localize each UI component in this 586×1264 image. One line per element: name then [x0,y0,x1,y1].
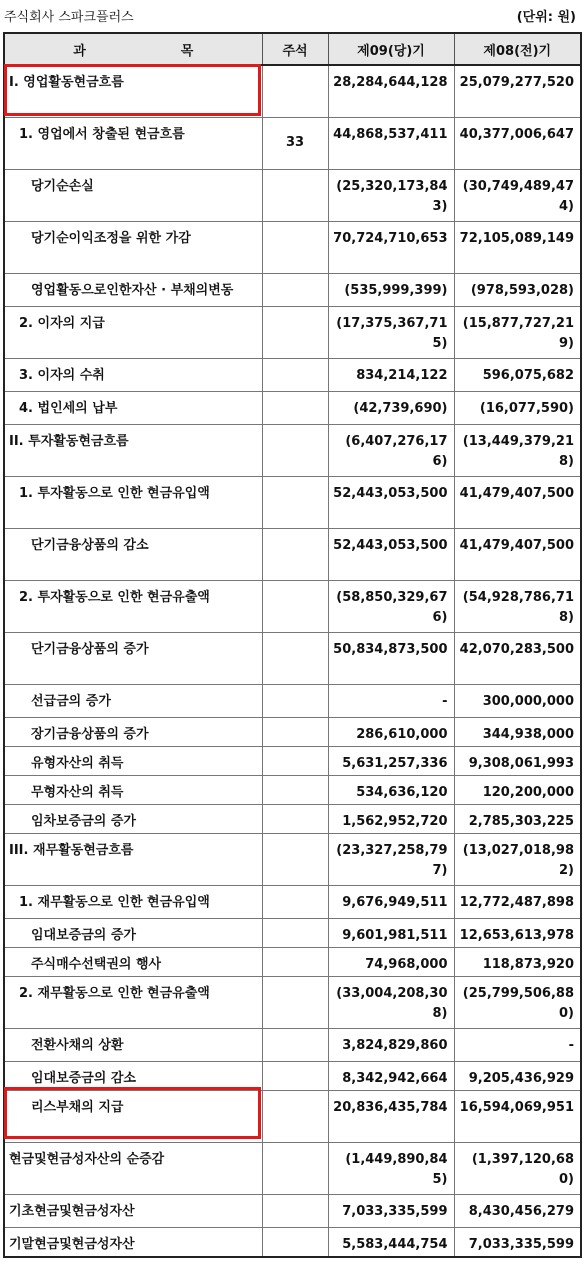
table-row [4,684,581,717]
row-note [262,775,328,804]
table-row [4,306,581,358]
row-label: 임대보증금의 증가 [4,918,262,947]
row-current-amount: (25,320,173,843) [328,169,454,221]
statement-header [0,0,586,32]
row-prior-amount: (30,749,489,474) [454,169,581,221]
row-current-amount: (33,004,208,308) [328,976,454,1028]
row-current-amount: (42,739,690) [328,391,454,424]
row-note [262,306,328,358]
table-row [4,976,581,1028]
row-label: 장기금융상품의 증가 [4,717,262,746]
table-row [4,424,581,476]
row-prior-amount: 120,200,000 [454,775,581,804]
row-note [262,1194,328,1227]
row-prior-amount: 118,873,920 [454,947,581,976]
table-row [4,476,581,528]
row-label: 기초현금및현금성자산 [4,1194,262,1227]
row-note [262,632,328,684]
column-header-item-right: 목 [180,43,194,59]
row-label: 당기순이익조정을 위한 가감 [4,221,262,273]
row-current-amount: 52,443,053,500 [328,476,454,528]
row-label: I. 영업활동현금흐름 [4,65,262,117]
row-prior-amount: (13,449,379,218) [454,424,581,476]
column-header-item-left: 과 [73,43,86,59]
row-current-amount: (535,999,399) [328,273,454,306]
row-label: 1. 영업에서 창출된 현금흐름 [4,117,262,169]
row-current-amount: 52,443,053,500 [328,528,454,580]
row-label: 2. 투자활동으로 인한 현금유출액 [4,580,262,632]
row-prior-amount: (13,027,018,982) [454,833,581,885]
row-label: 1. 재무활동으로 인한 현금유입액 [4,885,262,918]
table-row [4,580,581,632]
row-prior-amount: 16,594,069,951 [454,1090,581,1142]
row-label: 2. 재무활동으로 인한 현금유출액 [4,976,262,1028]
row-label: 전환사채의 상환 [4,1028,262,1061]
table-header-row [4,33,581,65]
row-current-amount: 70,724,710,653 [328,221,454,273]
row-note [262,424,328,476]
row-note [262,221,328,273]
row-label: 1. 투자활동으로 인한 현금유입액 [4,476,262,528]
table-row [4,169,581,221]
row-label: III. 재무활동현금흐름 [4,833,262,885]
row-note [262,65,328,117]
row-current-amount: (6,407,276,176) [328,424,454,476]
row-note [262,1061,328,1090]
row-prior-amount: 40,377,006,647 [454,117,581,169]
row-note [262,358,328,391]
row-label: 2. 이자의 지급 [4,306,262,358]
row-prior-amount: (54,928,786,718) [454,580,581,632]
row-note [262,804,328,833]
column-header-current: 제09(당)기 [328,33,454,65]
row-note [262,885,328,918]
row-note: 33 [262,117,328,169]
row-prior-amount: 12,653,613,978 [454,918,581,947]
row-note [262,391,328,424]
row-prior-amount: 344,938,000 [454,717,581,746]
table-row [4,273,581,306]
row-current-amount: 74,968,000 [328,947,454,976]
row-prior-amount: 8,430,456,279 [454,1194,581,1227]
row-current-amount: 1,562,952,720 [328,804,454,833]
row-prior-amount: 596,075,682 [454,358,581,391]
company-name: 주식회사 스파크플러스 [4,10,134,25]
row-prior-amount: 12,772,487,898 [454,885,581,918]
row-prior-amount: (25,799,506,880) [454,976,581,1028]
row-current-amount: (1,449,890,845) [328,1142,454,1194]
row-label: 현금및현금성자산의 순증감 [4,1142,262,1194]
row-current-amount: 7,033,335,599 [328,1194,454,1227]
row-note [262,918,328,947]
table-row [4,358,581,391]
table-row [4,117,581,169]
row-current-amount: 9,676,949,511 [328,885,454,918]
row-note [262,476,328,528]
row-current-amount: 3,824,829,860 [328,1028,454,1061]
table-row [4,775,581,804]
table-row [4,717,581,746]
table-row [4,918,581,947]
row-note [262,528,328,580]
row-note [262,273,328,306]
row-prior-amount: 42,070,283,500 [454,632,581,684]
row-prior-amount: 7,033,335,599 [454,1227,581,1257]
table-row [4,1090,581,1142]
table-row [4,221,581,273]
table-row [4,746,581,775]
table-row [4,833,581,885]
row-current-amount: 9,601,981,511 [328,918,454,947]
row-prior-amount: (16,077,590) [454,391,581,424]
row-prior-amount: (15,877,727,219) [454,306,581,358]
table-row [4,1142,581,1194]
row-current-amount: 834,214,122 [328,358,454,391]
row-current-amount: 8,342,942,664 [328,1061,454,1090]
row-current-amount: 20,836,435,784 [328,1090,454,1142]
table-row [4,1028,581,1061]
row-prior-amount: 9,205,436,929 [454,1061,581,1090]
row-current-amount: 50,834,873,500 [328,632,454,684]
row-current-amount: 28,284,644,128 [328,65,454,117]
table-row [4,1227,581,1257]
row-current-amount: (23,327,258,797) [328,833,454,885]
row-note [262,746,328,775]
row-prior-amount: (978,593,028) [454,273,581,306]
row-label: 리스부채의 지급 [4,1090,262,1142]
row-prior-amount: 41,479,407,500 [454,528,581,580]
row-current-amount: 44,868,537,411 [328,117,454,169]
row-label: 3. 이자의 수취 [4,358,262,391]
row-note [262,717,328,746]
row-label: 단기금융상품의 증가 [4,632,262,684]
row-prior-amount: 72,105,089,149 [454,221,581,273]
row-label: 기말현금및현금성자산 [4,1227,262,1257]
row-note [262,580,328,632]
row-label: 4. 법인세의 납부 [4,391,262,424]
cash-flow-table [3,32,582,1258]
row-note [262,169,328,221]
table-row [4,804,581,833]
row-label: 임대보증금의 감소 [4,1061,262,1090]
column-header-prior: 제08(전)기 [454,33,581,65]
row-prior-amount: 25,079,277,520 [454,65,581,117]
row-current-amount: 5,583,444,754 [328,1227,454,1257]
row-current-amount: 5,631,257,336 [328,746,454,775]
row-label: II. 투자활동현금흐름 [4,424,262,476]
row-note [262,1142,328,1194]
column-header-note: 주석 [262,33,328,65]
row-prior-amount: (1,397,120,680) [454,1142,581,1194]
column-header-item [4,33,262,65]
row-note [262,833,328,885]
row-current-amount: 534,636,120 [328,775,454,804]
row-label: 당기순손실 [4,169,262,221]
row-prior-amount: 2,785,303,225 [454,804,581,833]
table-row [4,65,581,117]
row-prior-amount: 9,308,061,993 [454,746,581,775]
unit-label: (단위: 원) [516,10,576,25]
row-label: 주식매수선택권의 행사 [4,947,262,976]
row-label: 선급금의 증가 [4,684,262,717]
table-row [4,1061,581,1090]
row-current-amount: - [328,684,454,717]
row-label: 유형자산의 취득 [4,746,262,775]
row-label: 임차보증금의 증가 [4,804,262,833]
row-prior-amount: 300,000,000 [454,684,581,717]
table-row [4,947,581,976]
table-row [4,632,581,684]
table-row [4,528,581,580]
row-prior-amount: - [454,1028,581,1061]
row-label: 단기금융상품의 감소 [4,528,262,580]
table-row [4,885,581,918]
row-note [262,1028,328,1061]
row-note [262,976,328,1028]
table-row [4,391,581,424]
row-note [262,1227,328,1257]
row-note [262,1090,328,1142]
table-row [4,1194,581,1227]
row-current-amount: (58,850,329,676) [328,580,454,632]
row-note [262,684,328,717]
row-current-amount: (17,375,367,715) [328,306,454,358]
row-current-amount: 286,610,000 [328,717,454,746]
row-label: 무형자산의 취득 [4,775,262,804]
row-prior-amount: 41,479,407,500 [454,476,581,528]
row-label: 영업활동으로인한자산 · 부채의변동 [4,273,262,306]
row-note [262,947,328,976]
